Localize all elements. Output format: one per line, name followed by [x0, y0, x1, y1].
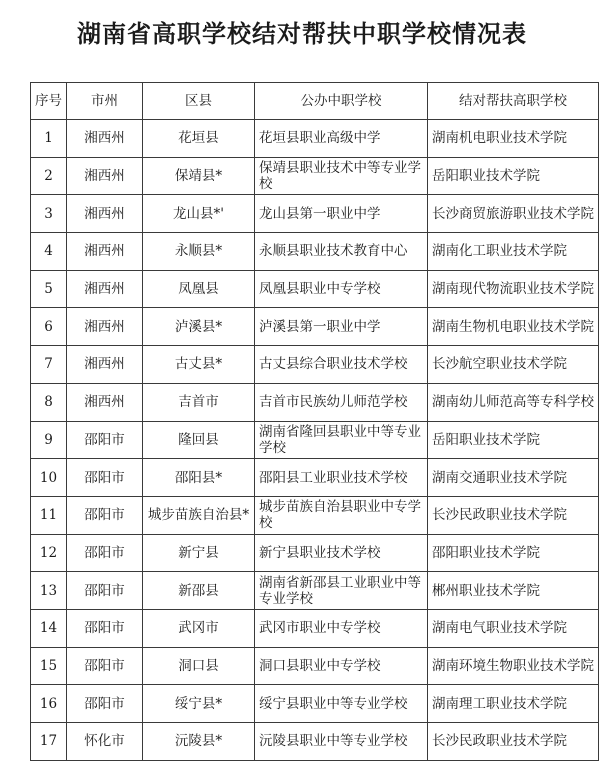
cell-index: 17 [31, 723, 67, 761]
cell-index: 9 [31, 421, 67, 459]
cell-county: 新宁县 [143, 534, 255, 572]
cell-partner: 湖南幼儿师范高等专科学校 [428, 383, 599, 421]
cell-city: 邵阳市 [67, 609, 143, 647]
table-row [31, 609, 599, 647]
cell-partner: 长沙民政职业技术学院 [428, 496, 599, 534]
school-pairing-table [30, 82, 599, 761]
cell-county: 沅陵县* [143, 723, 255, 761]
cell-county: 龙山县*' [143, 195, 255, 233]
cell-school: 沅陵县职业中等专业学校 [255, 723, 428, 761]
cell-partner: 湖南现代物流职业技术学院 [428, 270, 599, 308]
cell-city: 湘西州 [67, 270, 143, 308]
cell-partner: 长沙民政职业技术学院 [428, 723, 599, 761]
cell-school: 武冈市职业中专学校 [255, 609, 428, 647]
cell-partner: 郴州职业技术学院 [428, 572, 599, 610]
table-row [31, 421, 599, 459]
page-title: 湖南省高职学校结对帮扶中职学校情况表 [77, 20, 527, 48]
table-header-row [31, 83, 599, 120]
cell-school: 古丈县综合职业技术学校 [255, 346, 428, 384]
cell-index: 15 [31, 647, 67, 685]
cell-school: 湖南省新邵县工业职业中等专业学校 [255, 572, 428, 610]
cell-city: 邵阳市 [67, 685, 143, 723]
table-row [31, 534, 599, 572]
cell-partner: 湖南理工职业技术学院 [428, 685, 599, 723]
cell-partner: 邵阳职业技术学院 [428, 534, 599, 572]
cell-city: 湘西州 [67, 346, 143, 384]
table-row [31, 157, 599, 195]
cell-school: 绥宁县职业中等专业学校 [255, 685, 428, 723]
cell-county: 武冈市 [143, 609, 255, 647]
header-index: 序号 [31, 83, 67, 120]
cell-index: 14 [31, 609, 67, 647]
cell-county: 吉首市 [143, 383, 255, 421]
cell-school: 泸溪县第一职业中学 [255, 308, 428, 346]
cell-city: 怀化市 [67, 723, 143, 761]
cell-county: 绥宁县* [143, 685, 255, 723]
cell-index: 8 [31, 383, 67, 421]
header-partner: 结对帮扶高职学校 [428, 83, 599, 120]
cell-index: 13 [31, 572, 67, 610]
table-row [31, 346, 599, 384]
cell-index: 7 [31, 346, 67, 384]
cell-index: 11 [31, 496, 67, 534]
header-city: 市州 [67, 83, 143, 120]
cell-partner: 长沙航空职业技术学院 [428, 346, 599, 384]
cell-city: 邵阳市 [67, 459, 143, 497]
cell-city: 湘西州 [67, 308, 143, 346]
cell-index: 5 [31, 270, 67, 308]
table-row [31, 685, 599, 723]
cell-index: 1 [31, 120, 67, 158]
cell-school: 城步苗族自治县职业中专学校 [255, 496, 428, 534]
cell-index: 4 [31, 233, 67, 271]
cell-school: 吉首市民族幼儿师范学校 [255, 383, 428, 421]
cell-partner: 长沙商贸旅游职业技术学院 [428, 195, 599, 233]
cell-county: 保靖县* [143, 157, 255, 195]
cell-county: 花垣县 [143, 120, 255, 158]
cell-county: 洞口县 [143, 647, 255, 685]
cell-county: 隆回县 [143, 421, 255, 459]
table-row [31, 572, 599, 610]
cell-county: 城步苗族自治县* [143, 496, 255, 534]
cell-school: 龙山县第一职业中学 [255, 195, 428, 233]
cell-city: 邵阳市 [67, 572, 143, 610]
header-county: 区县 [143, 83, 255, 120]
cell-school: 花垣县职业高级中学 [255, 120, 428, 158]
table-row [31, 308, 599, 346]
cell-school: 湖南省隆回县职业中等专业学校 [255, 421, 428, 459]
cell-county: 泸溪县* [143, 308, 255, 346]
header-school: 公办中职学校 [255, 83, 428, 120]
cell-partner: 岳阳职业技术学院 [428, 157, 599, 195]
table-row [31, 195, 599, 233]
cell-county: 邵阳县* [143, 459, 255, 497]
cell-partner: 湖南机电职业技术学院 [428, 120, 599, 158]
cell-city: 邵阳市 [67, 496, 143, 534]
table-row [31, 647, 599, 685]
table-row [31, 120, 599, 158]
cell-school: 凤凰县职业中专学校 [255, 270, 428, 308]
cell-partner: 湖南交通职业技术学院 [428, 459, 599, 497]
cell-city: 湘西州 [67, 120, 143, 158]
cell-partner: 湖南电气职业技术学院 [428, 609, 599, 647]
cell-school: 保靖县职业技术中等专业学校 [255, 157, 428, 195]
cell-county: 新邵县 [143, 572, 255, 610]
cell-city: 湘西州 [67, 383, 143, 421]
cell-partner: 湖南生物机电职业技术学院 [428, 308, 599, 346]
cell-city: 湘西州 [67, 233, 143, 271]
cell-county: 凤凰县 [143, 270, 255, 308]
cell-school: 新宁县职业技术学校 [255, 534, 428, 572]
table-row [31, 459, 599, 497]
cell-index: 10 [31, 459, 67, 497]
cell-partner: 湖南化工职业技术学院 [428, 233, 599, 271]
cell-index: 2 [31, 157, 67, 195]
table-row [31, 383, 599, 421]
table-body [31, 120, 599, 761]
cell-city: 邵阳市 [67, 421, 143, 459]
cell-index: 3 [31, 195, 67, 233]
cell-school: 邵阳县工业职业技术学校 [255, 459, 428, 497]
cell-partner: 湖南环境生物职业技术学院 [428, 647, 599, 685]
cell-city: 湘西州 [67, 157, 143, 195]
table-row [31, 270, 599, 308]
cell-county: 永顺县* [143, 233, 255, 271]
cell-index: 16 [31, 685, 67, 723]
cell-school: 洞口县职业中专学校 [255, 647, 428, 685]
table-row [31, 233, 599, 271]
cell-county: 古丈县* [143, 346, 255, 384]
cell-school: 永顺县职业技术教育中心 [255, 233, 428, 271]
cell-index: 6 [31, 308, 67, 346]
cell-city: 邵阳市 [67, 647, 143, 685]
cell-partner: 岳阳职业技术学院 [428, 421, 599, 459]
cell-city: 邵阳市 [67, 534, 143, 572]
table-row [31, 723, 599, 761]
table-row [31, 496, 599, 534]
cell-city: 湘西州 [67, 195, 143, 233]
cell-index: 12 [31, 534, 67, 572]
